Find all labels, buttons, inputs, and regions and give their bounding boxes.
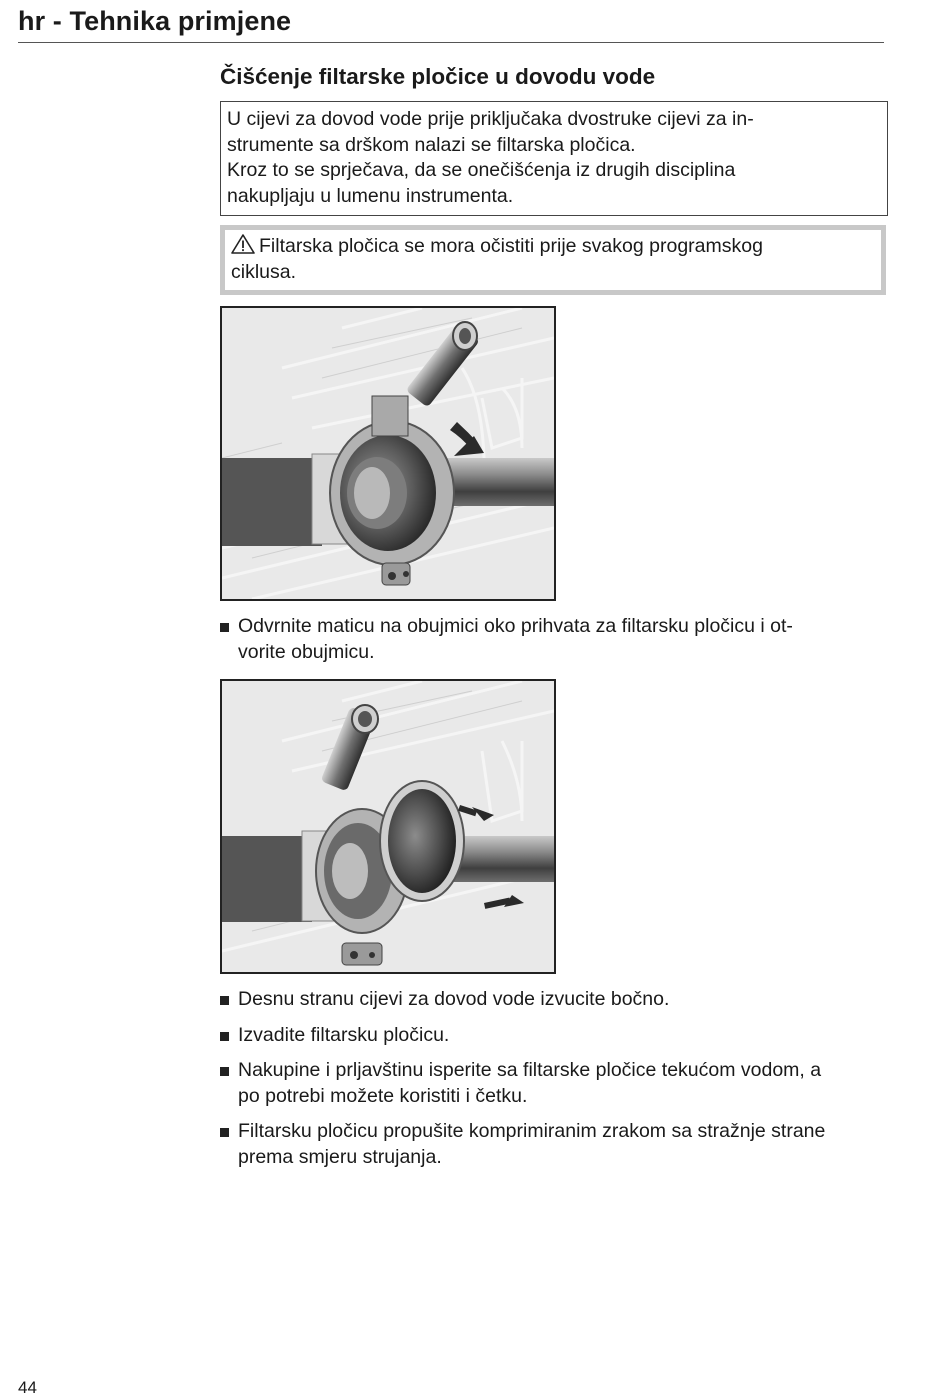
page-header [18,4,884,43]
list-item-line: prema smjeru strujanja. [238,1145,442,1168]
bullet-square-icon [220,996,229,1005]
page-number: 44 [18,1378,37,1397]
warning-line [231,234,875,260]
warning-text: Filtarska pločica se mora očistiti prije svakog programskog [259,235,763,257]
bullet-square-icon [220,623,229,632]
info-line: Kroz to se sprječava, da se onečišćenja iz drugih disciplina [227,159,736,181]
main-content [220,62,888,1180]
list-item [220,1058,888,1109]
warning-triangle-icon [231,234,255,254]
info-line: strumente sa drškom nalazi se filtarska pločica. [227,133,636,156]
bullet-square-icon [220,1067,229,1076]
list-item-line: Izvadite filtarsku pločicu. [238,1023,450,1046]
clamp-closed-illustration [222,308,554,599]
list-item-line: Nakupine i prljavštinu isperite sa filtarske pločice tekućom vodom, a [238,1059,822,1081]
info-line: U cijevi za dovod vode prije priključaka dvostruke cijevi za in- [227,108,754,130]
figure-clamp-closed [220,306,556,601]
header-title: hr - Tehnika primjene [18,6,292,36]
warning-box [220,225,886,295]
figure-clamp-open [220,679,556,974]
info-line: nakupljaju u lumenu instrumenta. [227,184,514,207]
list-item [220,1023,888,1049]
clamp-open-illustration [222,681,554,972]
steps-list-1 [220,614,888,665]
bullet-square-icon [220,1128,229,1137]
steps-list-2 [220,987,888,1170]
list-item-line: Odvrnite maticu na obujmici oko prihvata za filtarsku pločicu i ot- [238,615,793,637]
list-item [220,1119,888,1170]
list-item-line: Filtarsku pločicu propušite komprimiranim zrakom sa stražnje strane [238,1120,826,1142]
bullet-square-icon [220,1032,229,1041]
list-item-line: Desnu stranu cijevi za dovod vode izvucite bočno. [238,988,670,1010]
info-box [220,101,888,216]
list-item [220,614,888,665]
section-title: Čišćenje filtarske pločice u dovodu vode [220,64,656,89]
list-item-line: vorite obujmicu. [238,640,375,663]
list-item [220,987,888,1013]
warning-line: ciklusa. [231,260,297,283]
list-item-line: po potrebi možete koristiti i četku. [238,1084,528,1107]
